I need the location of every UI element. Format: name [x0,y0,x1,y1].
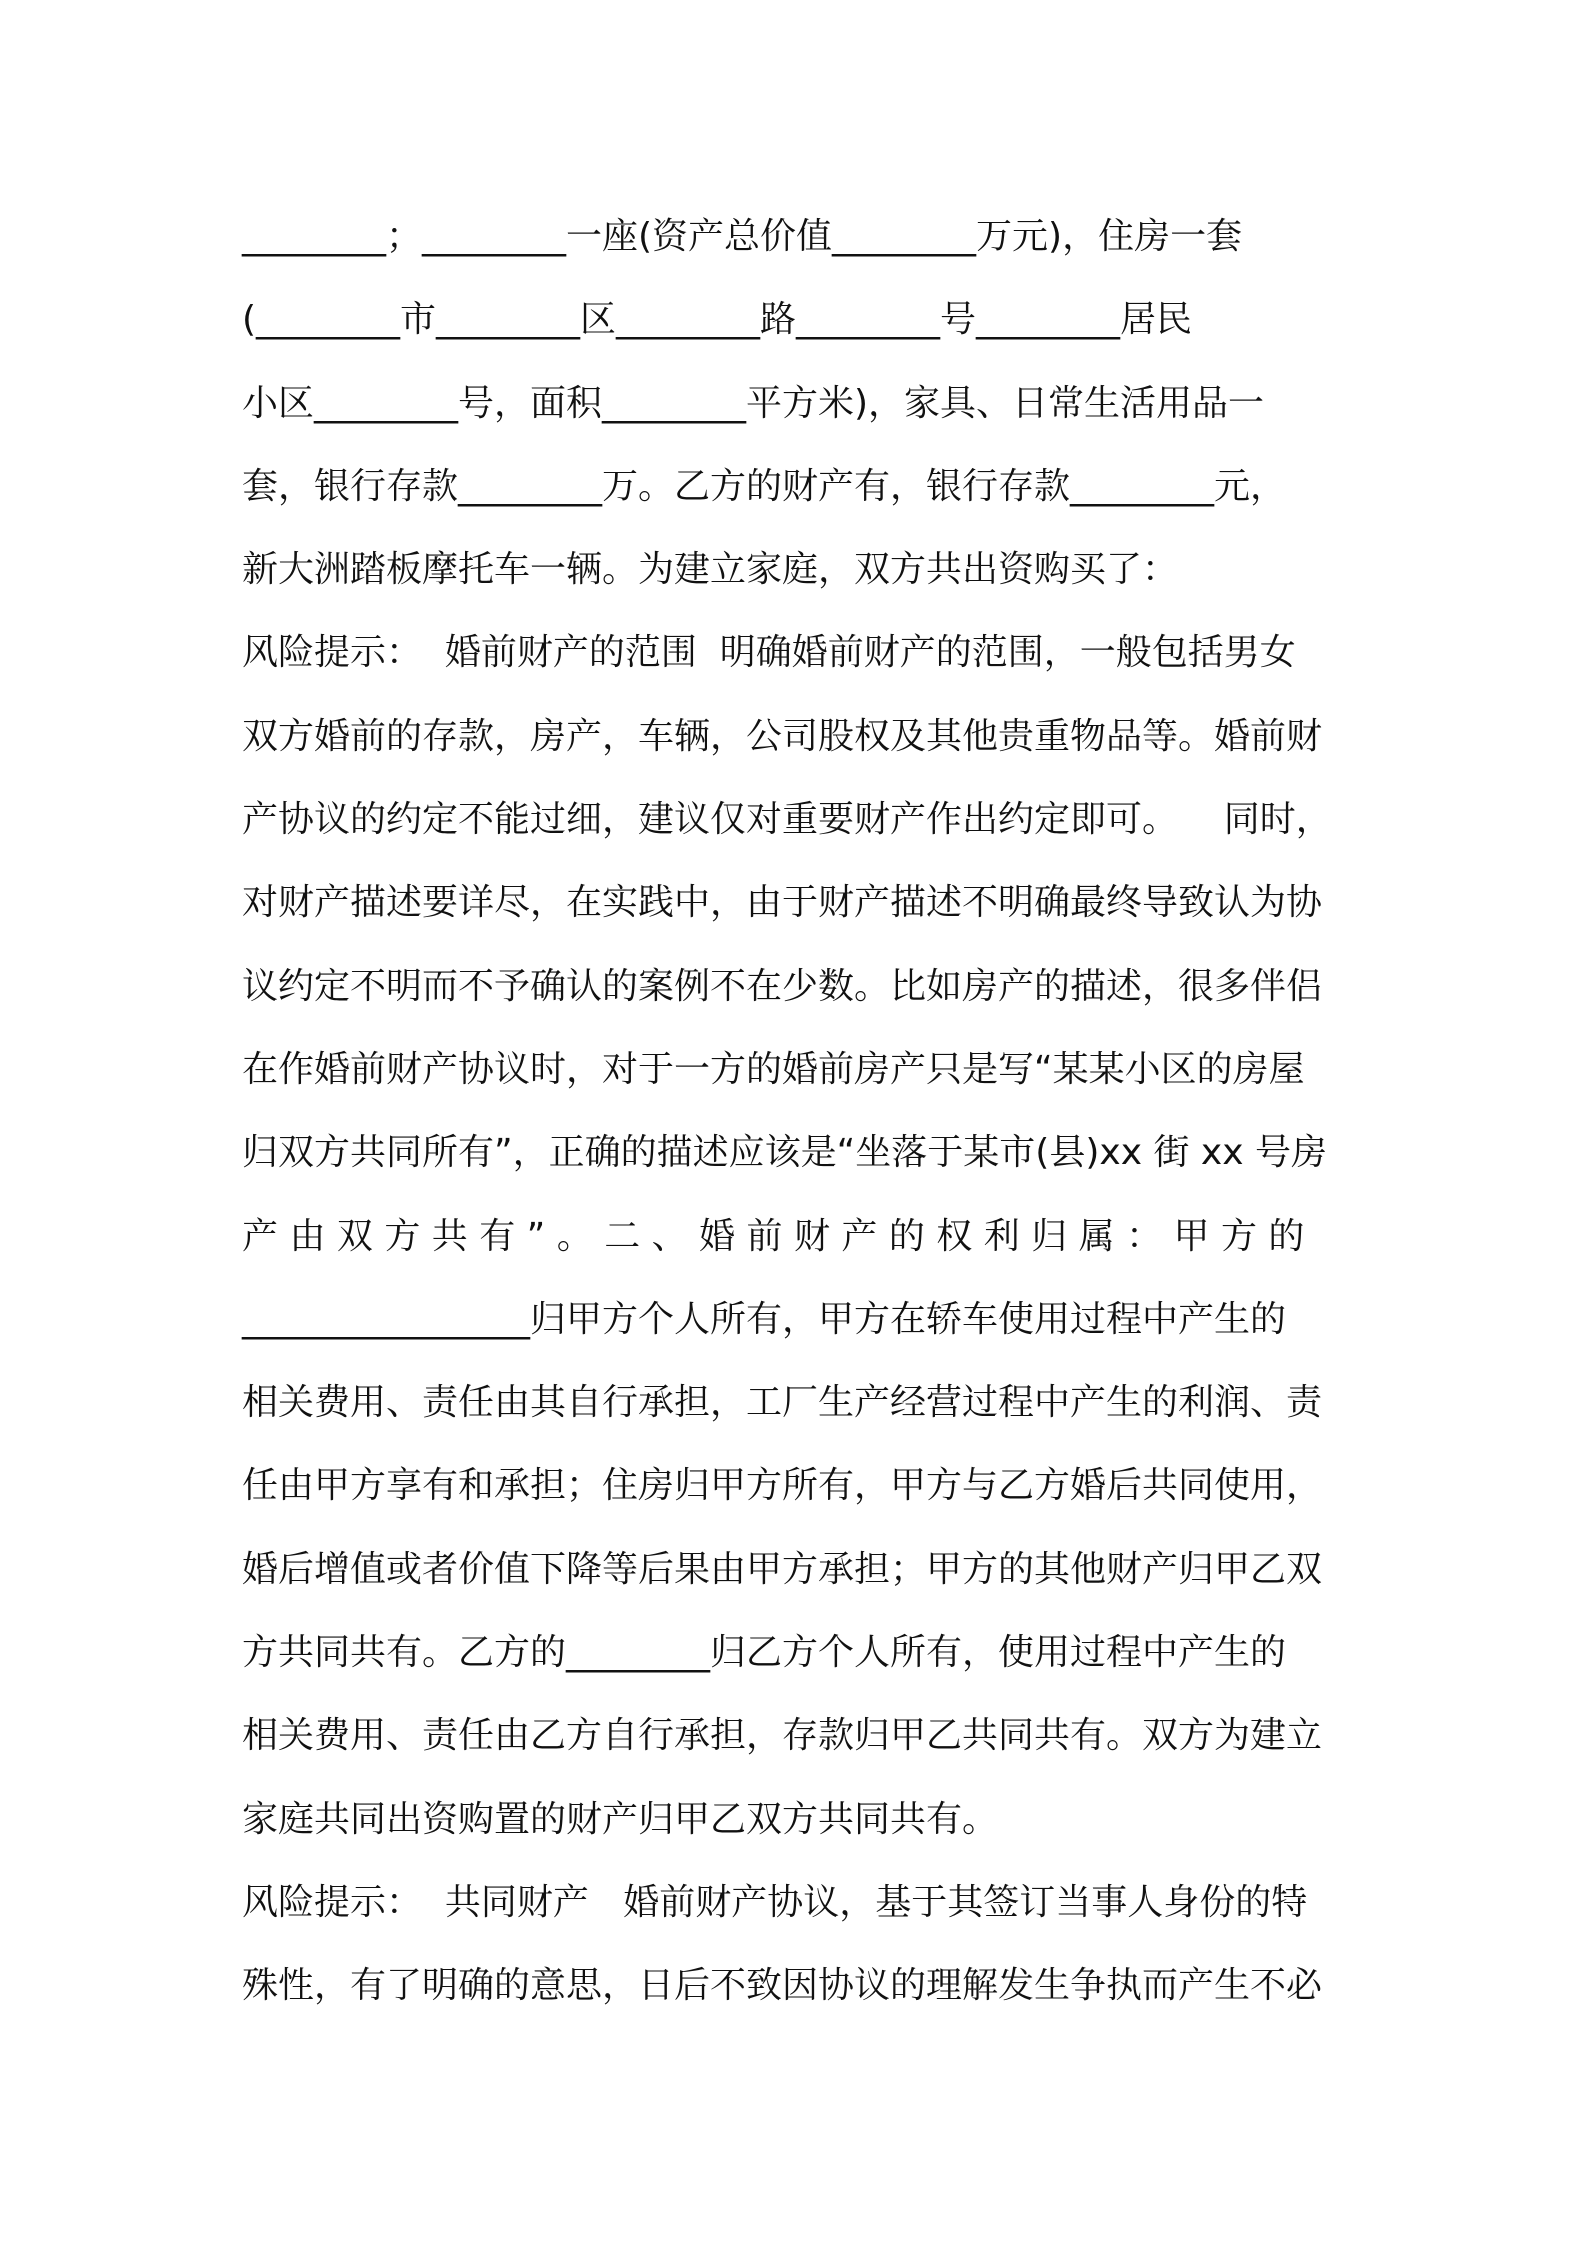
text-line: 议约定不明而不予确认的案例不在少数。比如房产的描述，很多伴侣 [242,965,1323,1007]
risk-tip-heading-line: 风险提示： 共同财产 婚前财产协议，基于其签订当事人身份的特 [242,1881,1308,1923]
text-line: 在作婚前财产协议时，对于一方的婚前房产只是写“某某小区的房屋 [242,1048,1305,1090]
document-body [242,195,1372,2028]
text-line: 殊性，有了明确的意思，日后不致因协议的理解发生争执而产生不必 [242,1965,1323,2007]
text-line: 新大洲踏板摩托车一辆。为建立家庭，双方共出资购买了： [242,549,1179,591]
text-line: ________________归甲方个人所有，甲方在轿车使用过程中产生的 [242,1298,1287,1340]
text-line: (________市________区________路________号________居民 [242,299,1193,341]
text-line: 婚后增值或者价值下降等后果由甲方承担；甲方的其他财产归甲乙双 [242,1548,1323,1590]
text-line: 双方婚前的存款，房产，车辆，公司股权及其他贵重物品等。婚前财 [242,715,1323,757]
text-line: 产 由 双 方 共 有 ” 。 二 、 婚 前 财 产 的 权 利 归 属 ： 甲 方 的 [242,1215,1305,1257]
text-line: 相关费用、责任由其自行承担，工厂生产经营过程中产生的利润、责 [242,1382,1323,1424]
text-line: 归双方共同所有”，正确的描述应该是“坐落于某市(县)xx 街 xx 号房 [242,1132,1327,1174]
text-line: 相关费用、责任由乙方自行承担，存款归甲乙共同共有。双方为建立 [242,1715,1323,1757]
text-line: 对财产描述要详尽，在实践中，由于财产描述不明确最终导致认为协 [242,882,1323,924]
text-line: 家庭共同出资购置的财产归甲乙双方共同共有。 [242,1798,999,1840]
text-line: 任由甲方享有和承担；住房归甲方所有，甲方与乙方婚后共同使用， [242,1465,1323,1507]
risk-tip-heading-line: 风险提示： 婚前财产的范围 明确婚前财产的范围，一般包括男女 [242,632,1296,674]
text-line: 方共同共有。乙方的________归乙方个人所有，使用过程中产生的 [242,1632,1287,1674]
text-line: 产协议的约定不能过细，建议仅对重要财产作出约定即可。 同时， [242,799,1332,841]
text-line: ________；________一座(资产总价值________万元)，住房一套 [242,216,1243,257]
text-line: 套，银行存款________万。乙方的财产有，银行存款________元， [242,465,1287,507]
text-line: 小区________号，面积________平方米)，家具、日常生活用品一 [242,382,1265,424]
